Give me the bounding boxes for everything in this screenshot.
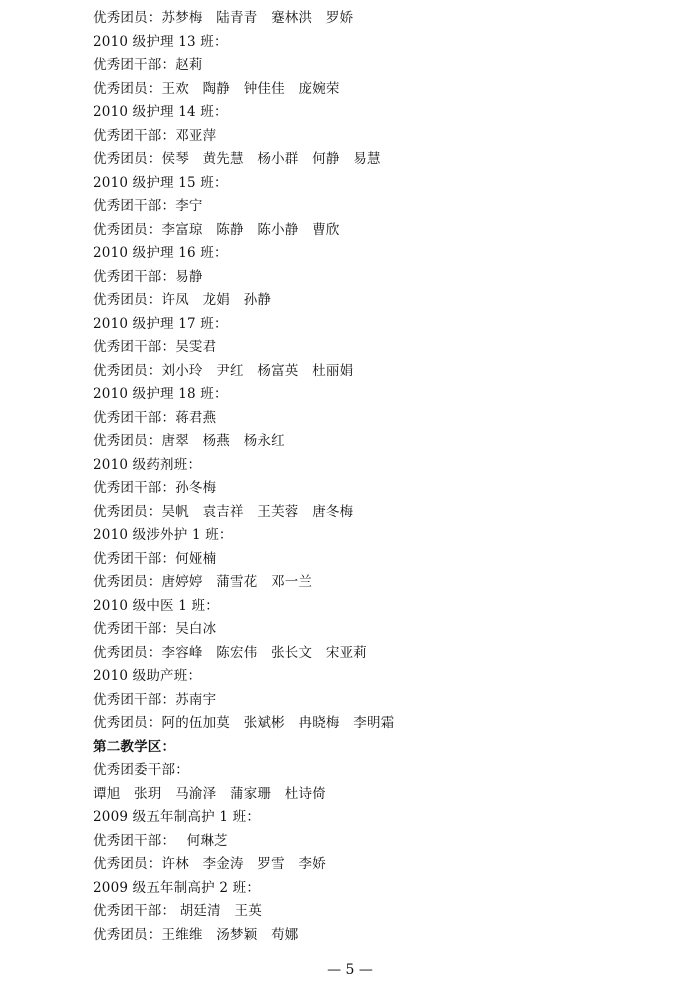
text-line: 优秀团干部：赵莉 [93,57,203,73]
text-line: 2010 级护理 13 班： [93,33,228,50]
text-line: 优秀团员：王维维 汤梦颖 苟娜 [93,926,299,943]
text-line: 2010 级护理 18 班： [93,386,228,402]
text-line: 优秀团员：王欢 陶静 钟佳佳 庞婉荣 [93,80,340,97]
text-line: 优秀团干部： 何琳芝 [93,832,228,849]
text-line: 优秀团干部：孙冬梅 [93,480,217,496]
text-line: 优秀团员：侯琴 黄先慧 杨小群 何静 易慧 [93,151,381,167]
text-line: 谭旭 张玥 马渝泽 蒲家珊 杜诗倚 [93,785,326,802]
text-line: 优秀团员：许林 李金涛 罗雪 李娇 [93,856,326,872]
text-line: 优秀团员：许凤 龙娟 孙静 [93,292,272,308]
text-line: 优秀团干部：易静 [93,268,203,285]
text-line: 优秀团干部：蒋君燕 [93,409,217,426]
text-line: 2010 级助产班： [93,668,202,684]
text-line: 优秀团员：唐翠 杨燕 杨永红 [93,433,285,449]
text-line: 优秀团员：苏梦梅 陆青青 蹇林洪 罗娇 [93,10,354,26]
text-line: 2010 级中医 1 班： [93,597,219,614]
section-heading: 第二教学区： [93,738,176,755]
text-line: 2010 级涉外护 1 班： [93,527,233,543]
text-line: 优秀团员：唐婷婷 蒲雪花 邓一兰 [93,574,313,590]
text-line: 优秀团员：李容峰 陈宏伟 张长文 宋亚莉 [93,644,367,661]
text-line: 2010 级护理 15 班： [93,174,228,191]
text-line: 优秀团干部： 胡廷清 王英 [93,903,262,919]
text-line: 优秀团委干部： [93,762,189,778]
text-line: 优秀团员：吴帆 袁吉祥 王芙蓉 唐冬梅 [93,503,354,520]
text-line: 优秀团干部：苏南宇 [93,691,217,708]
text-line: 2010 级护理 16 班： [93,245,228,261]
text-line: 优秀团干部：邓亚萍 [93,127,217,144]
text-line: 2010 级药剂班： [93,456,202,473]
text-line: 2010 级护理 17 班： [93,315,228,332]
page-number: — 5 — [327,962,373,978]
text-line: 优秀团干部：李宁 [93,198,203,214]
text-line: 优秀团员：阿的伍加莫 张斌彬 冉晓梅 李明霜 [93,715,395,731]
text-line: 2010 级护理 14 班： [93,104,228,120]
text-line: 优秀团员：李富琼 陈静 陈小静 曹欣 [93,221,340,238]
text-line: 2009 级五年制高护 2 班： [93,879,261,896]
text-body [93,7,653,947]
text-line: 优秀团干部：何娅楠 [93,550,217,567]
text-line: 优秀团员：刘小玲 尹红 杨富英 杜丽娟 [93,362,354,379]
text-line: 2009 级五年制高护 1 班： [93,809,261,825]
text-line: 优秀团干部：吴白冰 [93,621,217,637]
text-line: 优秀团干部：吴雯君 [93,339,217,355]
